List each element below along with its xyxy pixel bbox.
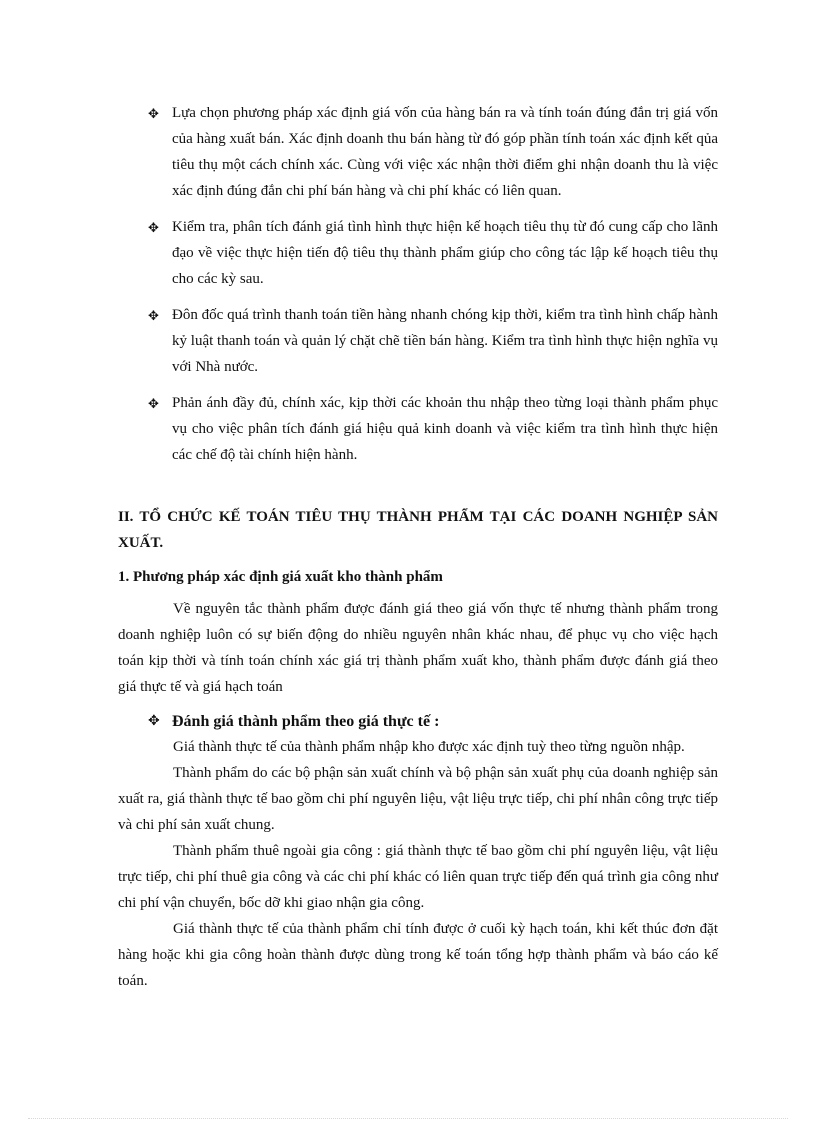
list-item-text: Lựa chọn phương pháp xác định giá vốn của hàng bán ra và tính toán đúng đắn trị giá vốn của hàng xuất bán. Xác định doanh thu bán hàng từ đó góp phần tính toán xác định kết qủa tiêu thụ một cách chính xác. Cùng với việc xác nhận thời điểm ghi nhận doanh thu là việc xác định đúng đắn chi phí bán hàng và chi phí khác có liên quan. [172,105,718,199]
paragraph: Thành phẩm do các bộ phận sản xuất chính và bộ phận sản xuất phụ của doanh nghiệp sản xuất ra, giá thành thực tế bao gồm chi phí nguyên liệu, vật liệu trực tiếp, chi phí nhân công trực tiếp và chi phí sản xuất chung. [118,765,718,833]
paragraph: Thành phẩm thuê ngoài gia công : giá thành thực tế bao gồm chi phí nguyên liệu, vật liệu trực tiếp, chi phí thuê gia công và các chi phí khác có liên quan trực tiếp đến quá trình gia công như chi phí vận chuyển, bốc dỡ khi giao nhận gia công. [118,843,718,911]
subhead-text: Đánh giá thành phẩm theo giá thực tế : [172,712,440,730]
list-item-text: Phản ánh đầy đủ, chính xác, kịp thời các khoản thu nhập theo từng loại thành phẩm phục vụ cho việc phân tích đánh giá hiệu quả kinh doanh và việc kiểm tra tình hình thực hiện các chế độ tài chính hiện hành. [172,395,718,463]
body-block [118,734,718,994]
bullet-list [148,100,718,478]
list-item [148,214,718,292]
subsection-heading: 1. Phương pháp xác định giá xuất kho thành phẩm [118,569,443,585]
paragraph: Giá thành thực tế của thành phẩm nhập kho được xác định tuỳ theo từng nguồn nhập. [173,739,685,755]
intro-paragraph: Về nguyên tắc thành phẩm được đánh giá theo giá vốn thực tế nhưng thành phẩm trong doanh nghiệp luôn có sự biến động do nhiều nguyên nhân khác nhau, để phục vụ cho việc hạch toán kịp thời và tính toán chính xác giá trị thành phẩm xuất kho, thành phẩm được đánh giá theo giá thực tế và giá hạch toán [118,601,718,695]
diamond-bullet-icon: ✥ [148,396,159,411]
diamond-bullet-icon: ✥ [148,308,159,323]
list-item [148,390,718,468]
list-item-text: Kiểm tra, phân tích đánh giá tình hình thực hiện kế hoạch tiêu thụ từ đó cung cấp cho lãnh đạo về việc thực hiện tiến độ tiêu thụ thành phẩm giúp cho công tác lập kế hoạch tiêu thụ cho các kỳ sau. [172,219,718,287]
footer-divider [28,1118,788,1119]
diamond-bullet-icon: ✥ [148,220,159,235]
subhead [148,707,708,736]
diamond-bullet-icon: ✥ [148,106,159,121]
section-heading: II. TỔ CHỨC KẾ TOÁN TIÊU THỤ THÀNH PHẨM TẠI CÁC DOANH NGHIỆP SẢN XUẤT. [118,509,718,551]
list-item-text: Đôn đốc quá trình thanh toán tiền hàng nhanh chóng kịp thời, kiểm tra tình hình chấp hành kỷ luật thanh toán và quản lý chặt chẽ tiền bán hàng. Kiểm tra tình hình thực hiện nghĩa vụ với Nhà nước. [172,307,718,375]
list-item [148,100,718,204]
list-item [148,302,718,380]
paragraph: Giá thành thực tế của thành phẩm chỉ tính được ở cuối kỳ hạch toán, khi kết thúc đơn đặt hàng hoặc khi gia công hoàn thành được dùng trong kế toán tổng hợp thành phẩm và báo cáo kế toán. [118,921,718,989]
diamond-bullet-icon: ✥ [148,714,160,729]
intro-block [118,596,718,700]
